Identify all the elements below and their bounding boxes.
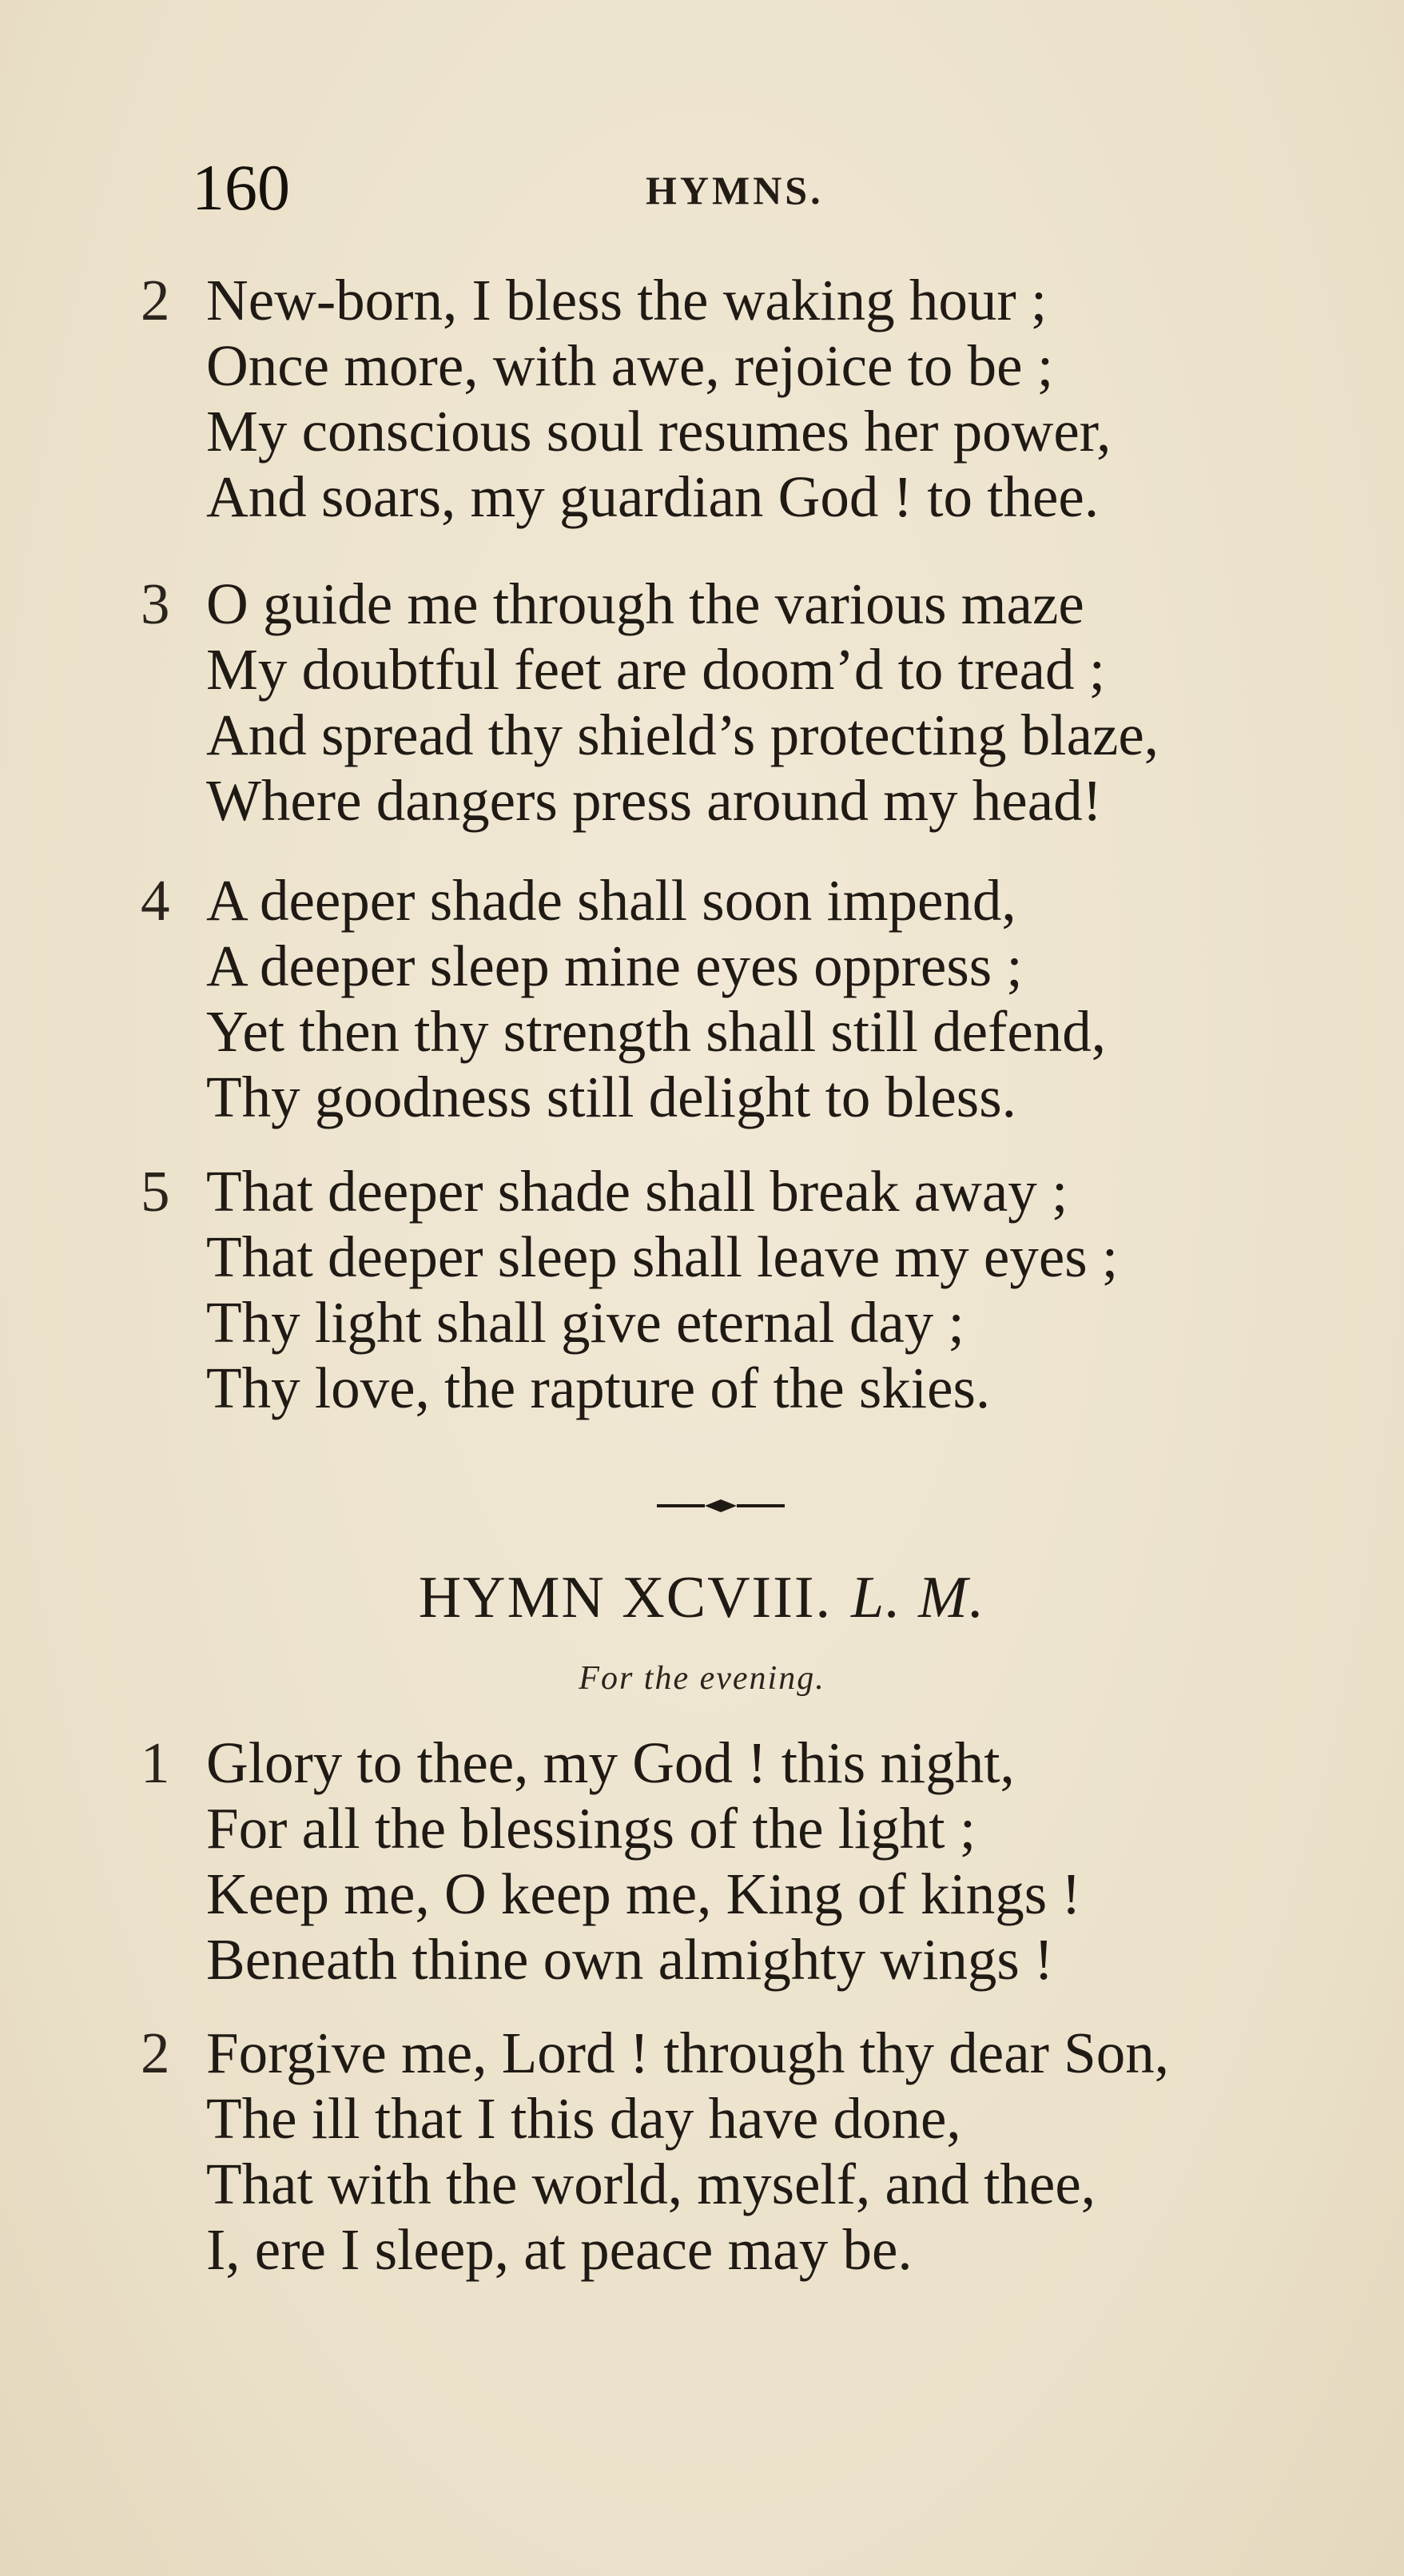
verse-line: That with the world, myself, and thee,: [206, 2152, 1096, 2216]
verse-line: Glory to thee, my God ! this night,: [206, 1730, 1015, 1795]
verse-line: My doubtful feet are doom’d to tread ;: [206, 637, 1106, 702]
verse-line: Yet then thy strength shall still defend,: [206, 999, 1107, 1064]
verse-line: A deeper sleep mine eyes oppress ;: [206, 934, 1023, 998]
hymn-title: [0, 1563, 1404, 1633]
hymn-number: HYMN XCVIII.: [418, 1565, 832, 1630]
verse-line: Thy love, the rapture of the skies.: [206, 1356, 991, 1420]
running-head: HYMNS.: [646, 168, 824, 213]
stanza-number: 4: [141, 868, 170, 933]
stanza-number: 2: [141, 268, 170, 332]
verse-line: That deeper shade shall break away ;: [206, 1159, 1068, 1224]
verse-line: Keep me, O keep me, King of kings !: [206, 1861, 1081, 1926]
verse-line: A deeper shade shall soon impend,: [206, 868, 1016, 933]
stanza-number: 5: [141, 1159, 170, 1224]
verse-line: Where dangers press around my head!: [206, 768, 1102, 833]
verse-line: Beneath thine own almighty wings !: [206, 1927, 1054, 1992]
verse-line: New-born, I bless the waking hour ;: [206, 268, 1048, 332]
hymn-subtitle: For the evening.: [579, 1660, 825, 1697]
verse-line: Thy light shall give eternal day ;: [206, 1290, 965, 1355]
stanza-number: 3: [141, 571, 170, 636]
verse-line: Once more, with awe, rejoice to be ;: [206, 333, 1054, 398]
verse-line: The ill that I this day have done,: [206, 2086, 961, 2151]
page-number: 160: [192, 151, 290, 224]
verse-line: Thy goodness still delight to bless.: [206, 1065, 1016, 1129]
verse-line: I, ere I sleep, at peace may be.: [206, 2217, 913, 2282]
verse-line: Forgive me, Lord ! through thy dear Son,: [206, 2021, 1169, 2085]
hymn-meter: L. M.: [850, 1565, 986, 1630]
ornamental-divider: [654, 1490, 788, 1522]
verse-line: My conscious soul resumes her power,: [206, 399, 1112, 464]
verse-line: O guide me through the various maze: [206, 571, 1084, 636]
page-header: [0, 152, 1404, 224]
stanza-number: 2: [141, 2021, 170, 2085]
verse-line: For all the blessings of the light ;: [206, 1796, 976, 1861]
verse-line: That deeper sleep shall leave my eyes ;: [206, 1224, 1119, 1289]
verse-line: And spread thy shield’s protecting blaze,: [206, 703, 1159, 767]
verse-line: And soars, my guardian God ! to thee.: [206, 464, 1100, 529]
stanza-number: 1: [141, 1730, 170, 1795]
